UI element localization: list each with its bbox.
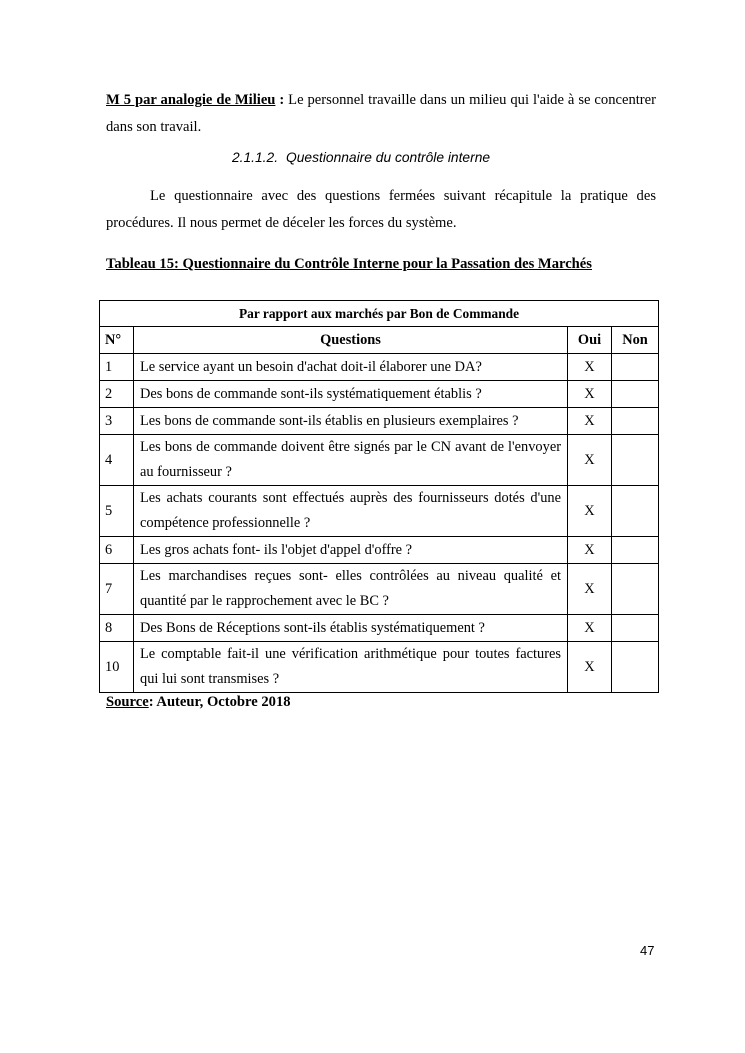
table-body	[100, 354, 659, 693]
source-text: : Auteur, Octobre 2018	[148, 694, 291, 710]
source-label: Source	[106, 694, 149, 710]
row-number: 4	[100, 435, 134, 486]
row-number: 7	[100, 564, 134, 615]
row-number: 5	[100, 486, 134, 537]
row-number: 2	[100, 381, 134, 408]
section-number: 2.1.1.2.	[232, 150, 279, 165]
row-number: 6	[100, 537, 134, 564]
source-line	[106, 694, 291, 711]
row-no-mark	[612, 642, 659, 693]
row-number: 8	[100, 615, 134, 642]
header-number: N°	[100, 327, 134, 354]
body-paragraph	[106, 183, 656, 237]
row-question: Les achats courants sont effectués auprès des fournisseurs dotés d'une compétence professionnelle ?	[134, 486, 568, 537]
row-question: Des bons de commande sont-ils systématiquement établis ?	[134, 381, 568, 408]
row-question: Des Bons de Réceptions sont-ils établis systématiquement ?	[134, 615, 568, 642]
table-row	[100, 564, 659, 615]
row-no-mark	[612, 354, 659, 381]
row-yes-mark: X	[568, 408, 612, 435]
section-heading	[232, 150, 490, 165]
intro-paragraph	[106, 87, 656, 141]
row-yes-mark: X	[568, 381, 612, 408]
row-yes-mark: X	[568, 537, 612, 564]
page-number: 47	[640, 943, 655, 958]
row-no-mark	[612, 486, 659, 537]
row-no-mark	[612, 564, 659, 615]
row-no-mark	[612, 537, 659, 564]
table-row	[100, 354, 659, 381]
row-number: 10	[100, 642, 134, 693]
table-row	[100, 615, 659, 642]
body-paragraph-text: Le questionnaire avec des questions fermées suivant récapitule la pratique des procédures. Il nous permet de déceler les forces du système.	[106, 188, 656, 231]
row-question: Le service ayant un besoin d'achat doit-il élaborer une DA?	[134, 354, 568, 381]
table-row	[100, 408, 659, 435]
table-caption: Par rapport aux marchés par Bon de Commande	[100, 301, 659, 327]
table-row	[100, 642, 659, 693]
row-yes-mark: X	[568, 564, 612, 615]
row-yes-mark: X	[568, 615, 612, 642]
header-yes: Oui	[568, 327, 612, 354]
row-no-mark	[612, 615, 659, 642]
row-number: 3	[100, 408, 134, 435]
row-yes-mark: X	[568, 642, 612, 693]
table-row	[100, 435, 659, 486]
row-question: Le comptable fait-il une vérification arithmétique pour toutes factures qui lui sont transmises ?	[134, 642, 568, 693]
row-no-mark	[612, 381, 659, 408]
header-questions: Questions	[134, 327, 568, 354]
section-title: Questionnaire du contrôle interne	[286, 150, 491, 165]
row-no-mark	[612, 408, 659, 435]
row-yes-mark: X	[568, 435, 612, 486]
questionnaire-table	[99, 300, 659, 693]
row-question: Les bons de commande doivent être signés par le CN avant de l'envoyer au fournisseur ?	[134, 435, 568, 486]
table-row	[100, 537, 659, 564]
row-number: 1	[100, 354, 134, 381]
row-yes-mark: X	[568, 486, 612, 537]
row-question: Les marchandises reçues sont- elles contrôlées au niveau qualité et quantité par le rapprochement avec le BC ?	[134, 564, 568, 615]
intro-separator: :	[275, 92, 285, 108]
row-question: Les gros achats font- ils l'objet d'appel d'offre ?	[134, 537, 568, 564]
table-title: Tableau 15: Questionnaire du Contrôle Interne pour la Passation des Marchés	[106, 256, 592, 272]
table-row	[100, 381, 659, 408]
intro-text: Le personnel travaille dans un milieu qui l'aide à se concentrer dans son travail.	[106, 92, 656, 135]
row-yes-mark: X	[568, 354, 612, 381]
header-no: Non	[612, 327, 659, 354]
intro-label: M 5 par analogie de Milieu	[106, 92, 276, 108]
row-no-mark	[612, 435, 659, 486]
table-row	[100, 486, 659, 537]
row-question: Les bons de commande sont-ils établis en plusieurs exemplaires ?	[134, 408, 568, 435]
